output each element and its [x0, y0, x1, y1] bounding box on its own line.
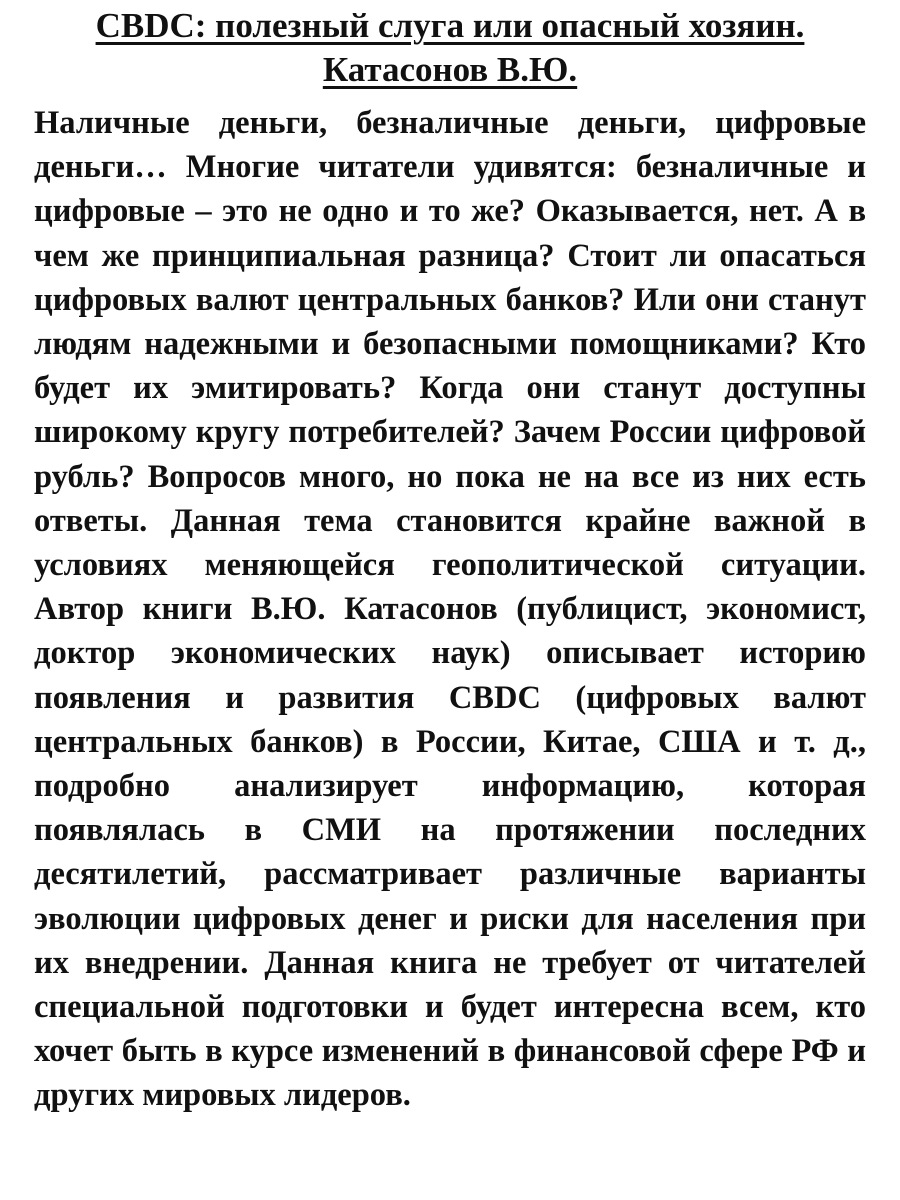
- title-line-1: CBDC: полезный слуга или опасный хозяин.: [95, 6, 805, 45]
- document-page: [34, 4, 866, 1118]
- document-title: [34, 4, 866, 92]
- title-line-2: Катасонов В.Ю.: [322, 50, 578, 89]
- document-body: Наличные деньги, безналичные деньги, цифровые деньги… Многие читатели удивятся: безналичные и цифровые – это не одно и то же? Оказывается, нет. А в чем же принципиальная разница? Стоит ли опасаться цифровых валют центральных банков? Или они станут людям надежными и безопасными помощниками? Кто будет их эмитировать? Когда они станут доступны широкому кругу потребителей? Зачем России цифровой рубль? Вопросов много, но пока не на все из них есть ответы. Данная тема становится крайне важной в условиях меняющейся геополитической ситуации. Автор книги В.Ю. Катасонов (публицист, экономист, доктор экономических наук) описывает историю появления и развития CBDC (цифровых валют центральных банков) в России, Китае, США и т. д., подробно анализирует информацию, которая появлялась в СМИ на протяжении последних десятилетий, рассматривает различные варианты эволюции цифровых денег и риски для населения при их внедрении. Данная книга не требует от читателей специальной подготовки и будет интересна всем, кто хочет быть в курсе изменений в финансовой сфере РФ и других мировых лидеров.: [34, 105, 866, 1114]
